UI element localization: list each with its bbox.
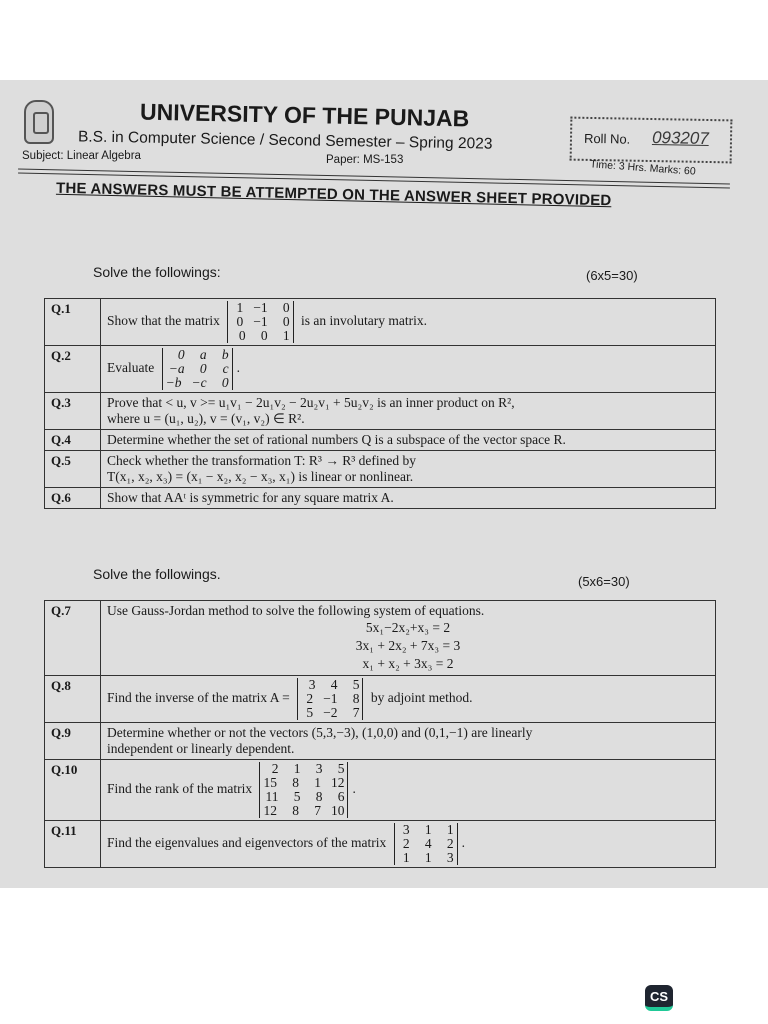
question-post: by adjoint method. (370, 690, 473, 706)
equation-system (107, 619, 709, 673)
matrix-cell: 1 (402, 850, 410, 865)
matrix-cell: −a (168, 361, 185, 376)
matrix-cell: 5 (337, 761, 345, 776)
matrix-cell: −1 (323, 691, 338, 706)
matrix-cell: 7 (314, 803, 321, 818)
question-post: . (352, 781, 356, 797)
matrix-cell: 0 (260, 328, 268, 343)
question-number: Q.4 (45, 430, 101, 451)
question-text (101, 393, 716, 430)
camscanner-logo-icon: CS (645, 985, 673, 1011)
question-row (45, 760, 716, 821)
question-pre: Show that the matrix (107, 313, 220, 329)
matrix-cell: 2 (306, 691, 314, 706)
question-text (101, 760, 716, 821)
question-text (101, 676, 716, 723)
matrix-cell: 3 (308, 677, 316, 692)
section1-label: Solve the followings: (93, 264, 221, 280)
equation: x₁ + x₂ + 3x₃ = 2 (362, 656, 454, 671)
determinant (162, 348, 233, 390)
question-text: Show that AAᵗ is symmetric for any square matrix A. (101, 488, 716, 509)
program-line: B.S. in Computer Science / Second Semester – Spring 2023 (77, 128, 493, 153)
question-line: Check whether the transformation T: R³ → R³ defined by (107, 453, 416, 468)
matrix-cell: b (221, 347, 229, 362)
section1-marks: (6x5=30) (586, 268, 638, 283)
matrix-cell: 8 (352, 691, 360, 706)
matrix-cell: 1 (293, 761, 301, 776)
question-text (101, 601, 716, 676)
matrix-cell: a (199, 347, 207, 362)
question-text (101, 821, 716, 868)
question-text (101, 299, 716, 346)
time-marks: Time: 3 Hrs. Marks: 60 (589, 158, 697, 178)
matrix-cell: 6 (337, 789, 345, 804)
question-row (45, 601, 716, 676)
question-row (45, 393, 716, 430)
matrix-cell: −1 (253, 314, 268, 329)
paper-code: Paper: MS-153 (326, 154, 404, 166)
matrix-cell: 5 (306, 705, 314, 720)
matrix-cell: 4 (424, 836, 432, 851)
matrix-cell: 1 (282, 328, 290, 343)
question-row (45, 676, 716, 723)
matrix-cell: 15 (263, 775, 277, 790)
section2-label: Solve the followings. (93, 566, 221, 582)
question-row (45, 488, 716, 509)
matrix (394, 823, 458, 865)
question-text (101, 451, 716, 488)
question-post: is an involutary matrix. (300, 313, 427, 329)
matrix-cell: 5 (293, 789, 301, 804)
question-row (45, 723, 716, 760)
question-number: Q.10 (45, 760, 101, 821)
question-line: Use Gauss-Jordan method to solve the following system of equations. (107, 603, 485, 618)
question-number: Q.3 (45, 393, 101, 430)
roll-number-box (570, 117, 733, 164)
question-pre: Find the inverse of the matrix A = (107, 690, 290, 706)
question-post: . (236, 360, 240, 376)
matrix-cell: 2 (271, 761, 279, 776)
question-text (101, 346, 716, 393)
question-line: independent or linearly dependent. (107, 741, 295, 756)
matrix-cell: −2 (323, 705, 338, 720)
matrix-cell: 0 (282, 300, 290, 315)
section1-table (44, 298, 716, 509)
matrix-cell: −c (191, 375, 207, 390)
equation: 5x₁−2x₂+x₃ = 2 (365, 620, 451, 635)
question-pre: Find the rank of the matrix (107, 781, 253, 797)
matrix-cell: 1 (314, 775, 321, 790)
question-number: Q.7 (45, 601, 101, 676)
matrix (227, 301, 293, 343)
matrix-cell: 1 (236, 300, 244, 315)
matrix-cell: 1 (446, 822, 454, 837)
matrix-cell: 5 (352, 677, 360, 692)
matrix (297, 678, 363, 720)
matrix-cell: 8 (315, 789, 323, 804)
matrix-cell: 8 (292, 803, 299, 818)
matrix-cell: 11 (265, 789, 279, 804)
question-number: Q.2 (45, 346, 101, 393)
matrix-cell: 0 (236, 314, 244, 329)
subject-label: Subject: Linear Algebra (22, 150, 141, 162)
question-pre: Evaluate (107, 360, 155, 376)
matrix-cell: 4 (330, 677, 338, 692)
university-name: UNIVERSITY OF THE PUNJAB (139, 98, 470, 132)
matrix-cell: 3 (402, 822, 410, 837)
question-line: T(x₁, x₂, x₃) = (x₁ − x₂, x₂ − x₃, x₁) is linear or nonlinear. (107, 469, 414, 484)
matrix-cell: 1 (424, 850, 432, 865)
question-row (45, 346, 716, 393)
matrix-cell: c (222, 361, 229, 376)
section2-table (44, 600, 716, 868)
question-number: Q.5 (45, 451, 101, 488)
question-number: Q.1 (45, 299, 101, 346)
question-number: Q.9 (45, 723, 101, 760)
matrix-cell: 12 (263, 803, 277, 818)
matrix-cell: 2 (402, 836, 410, 851)
matrix-cell: 0 (221, 375, 229, 390)
question-row (45, 451, 716, 488)
matrix-cell: 8 (292, 775, 299, 790)
question-row (45, 821, 716, 868)
matrix-cell: 3 (315, 761, 323, 776)
question-text: Determine whether the set of rational numbers Q is a subspace of the vector space R. (101, 430, 716, 451)
equation: 3x₁ + 2x₂ + 7x₃ = 3 (355, 638, 461, 653)
matrix-cell: 0 (199, 361, 207, 376)
matrix-cell: 3 (446, 850, 454, 865)
roll-label: Roll No. (583, 130, 631, 147)
question-number: Q.6 (45, 488, 101, 509)
matrix-cell: 0 (282, 314, 290, 329)
question-row (45, 430, 716, 451)
university-crest-icon (24, 100, 54, 144)
question-number: Q.11 (45, 821, 101, 868)
matrix-cell: 0 (238, 328, 246, 343)
question-pre: Find the eigenvalues and eigenvectors of the matrix (107, 835, 387, 851)
question-row (45, 299, 716, 346)
matrix-cell: −b (165, 375, 182, 390)
exam-paper-sheet (0, 80, 768, 888)
question-text (101, 723, 716, 760)
question-line: Determine whether or not the vectors (5,3,−3), (1,0,0) and (0,1,−1) are linearly (107, 725, 533, 740)
matrix-cell: 12 (330, 775, 345, 790)
roll-value: 093207 (651, 128, 709, 149)
section2-marks: (5x6=30) (578, 574, 630, 589)
matrix-cell: 0 (177, 347, 185, 362)
instruction-banner: THE ANSWERS MUST BE ATTEMPTED ON THE ANSWER SHEET PROVIDED (55, 179, 612, 210)
question-line: where u = (u₁, u₂), v = (v₁, v₂) ∈ R². (107, 411, 305, 426)
matrix-cell: 1 (424, 822, 432, 837)
matrix-cell: 10 (330, 803, 345, 818)
question-number: Q.8 (45, 676, 101, 723)
matrix (259, 762, 348, 818)
matrix-cell: −1 (253, 300, 268, 315)
matrix-cell: 7 (352, 705, 360, 720)
question-post: . (461, 835, 466, 851)
matrix-cell: 2 (446, 836, 454, 851)
question-line: Prove that < u, v >= u₁v₁ − 2u₁v₂ − 2u₂v₁ + 5u₂v₂ is an inner product on R², (107, 395, 515, 410)
